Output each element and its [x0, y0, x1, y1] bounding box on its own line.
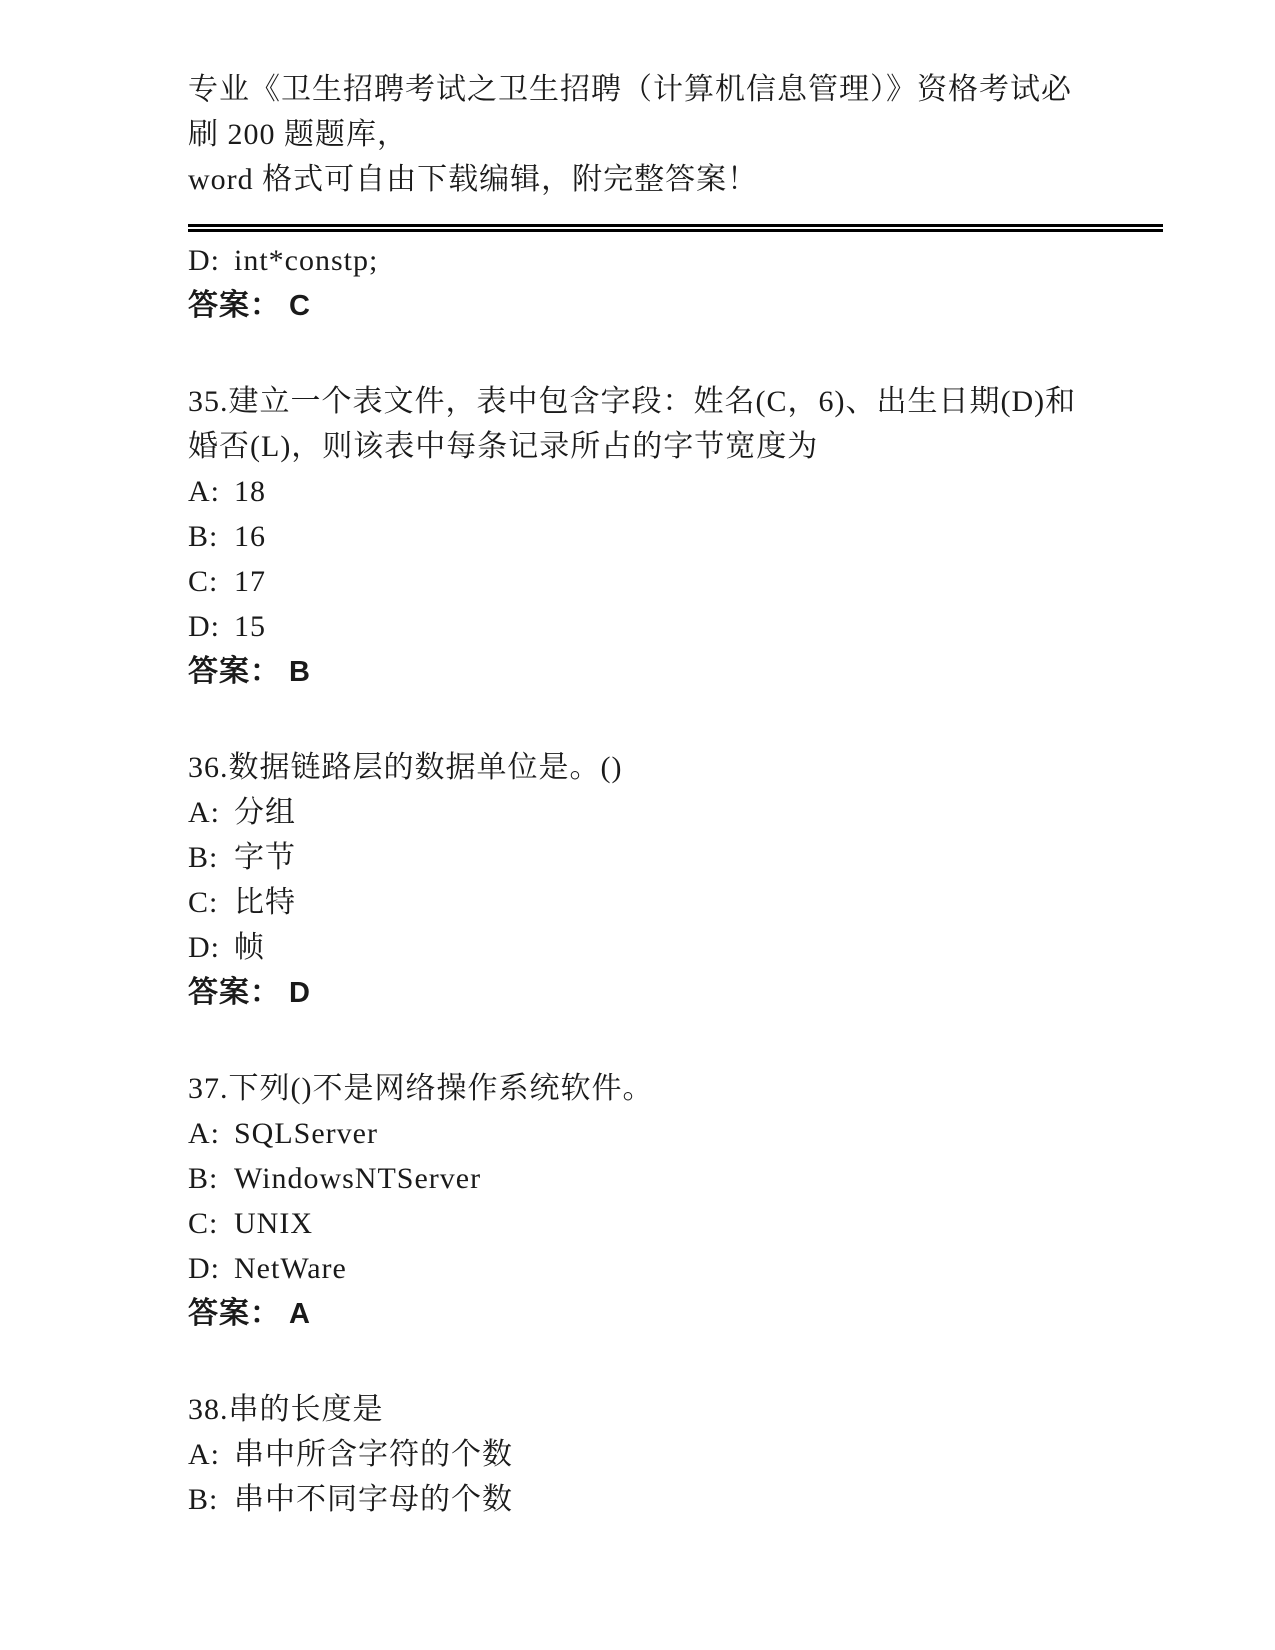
option-label: B:	[188, 520, 219, 553]
option-text: 15	[234, 610, 266, 643]
question-block	[188, 1066, 1093, 1337]
question-title	[188, 379, 1093, 469]
doc-body	[188, 238, 1093, 1522]
answer-line	[188, 649, 1093, 695]
doc-header	[188, 67, 1093, 202]
option-row	[188, 238, 1093, 283]
question-text: 下列()不是网络操作系统软件。	[228, 1072, 654, 1105]
header-line-1: 专业《卫生招聘考试之卫生招聘（计算机信息管理）》资格考试必刷 200 题题库，	[188, 73, 1072, 151]
answer-value: D	[289, 977, 311, 1009]
question-block	[188, 1387, 1093, 1522]
option-label: C:	[188, 886, 219, 919]
answer-line	[188, 1291, 1093, 1337]
option-label: A:	[188, 1117, 220, 1150]
question-title	[188, 1387, 1093, 1432]
option-text: 17	[234, 565, 266, 598]
header-line-2: word 格式可自由下载编辑，附完整答案！	[188, 163, 759, 196]
option-text: 比特	[234, 886, 296, 919]
option-row	[188, 604, 1093, 649]
option-row	[188, 880, 1093, 925]
option-label: C:	[188, 565, 219, 598]
question-number: 38.	[188, 1393, 229, 1426]
previous-question-remainder	[188, 238, 1093, 329]
option-text: 16	[234, 520, 266, 553]
option-text: 分组	[234, 796, 296, 829]
questions	[188, 379, 1093, 1522]
option-row	[188, 469, 1093, 514]
question-number: 35.	[188, 385, 229, 418]
answer-line	[188, 970, 1093, 1016]
option-row	[188, 835, 1093, 880]
option-text: 字节	[234, 841, 296, 874]
options	[188, 1111, 1093, 1291]
question-text: 数据链路层的数据单位是。()	[228, 751, 623, 784]
option-row	[188, 559, 1093, 604]
option-text: NetWare	[234, 1252, 347, 1285]
option-text: 18	[234, 475, 266, 508]
option-row	[188, 1432, 1093, 1477]
question-text: 串的长度是	[228, 1393, 384, 1426]
option-label: B:	[188, 1483, 219, 1516]
option-label: B:	[188, 841, 219, 874]
question-text: 建立一个表文件，表中包含字段：姓名(C，6)、出生日期(D)和婚否(L)，则该表中每条记录所占的字节宽度为	[188, 385, 1077, 463]
option-label: D:	[188, 610, 220, 643]
question-number: 37.	[188, 1072, 229, 1105]
option-label: A:	[188, 475, 220, 508]
question-block	[188, 379, 1093, 695]
header-separator-rule	[188, 224, 1163, 232]
answer-value: C	[289, 290, 311, 322]
options	[188, 469, 1093, 649]
question-title	[188, 745, 1093, 790]
option-text: WindowsNTServer	[234, 1162, 482, 1195]
answer-line	[188, 283, 1093, 329]
options	[188, 790, 1093, 970]
option-row	[188, 514, 1093, 559]
option-row	[188, 1111, 1093, 1156]
option-text: UNIX	[234, 1207, 313, 1240]
option-row	[188, 1156, 1093, 1201]
answer-label: 答案：	[188, 289, 281, 322]
option-text: int*constp;	[234, 244, 379, 277]
question-number: 36.	[188, 751, 229, 784]
answer-value: A	[289, 1298, 311, 1330]
option-label: D:	[188, 244, 220, 277]
option-text: 串中不同字母的个数	[234, 1483, 513, 1516]
option-row	[188, 1477, 1093, 1522]
option-text: 帧	[234, 931, 265, 964]
option-label: C:	[188, 1207, 219, 1240]
option-label: A:	[188, 796, 220, 829]
answer-value: B	[289, 656, 311, 688]
option-row	[188, 790, 1093, 835]
option-row	[188, 925, 1093, 970]
option-label: D:	[188, 1252, 220, 1285]
option-text: 串中所含字符的个数	[234, 1438, 513, 1471]
option-row	[188, 1246, 1093, 1291]
option-label: A:	[188, 1438, 220, 1471]
answer-label: 答案：	[188, 1297, 281, 1330]
question-title	[188, 1066, 1093, 1111]
option-label: D:	[188, 931, 220, 964]
option-label: B:	[188, 1162, 219, 1195]
options	[188, 1432, 1093, 1522]
question-block	[188, 745, 1093, 1016]
option-text: SQLServer	[234, 1117, 378, 1150]
option-row	[188, 1201, 1093, 1246]
answer-label: 答案：	[188, 976, 281, 1009]
answer-label: 答案：	[188, 655, 281, 688]
